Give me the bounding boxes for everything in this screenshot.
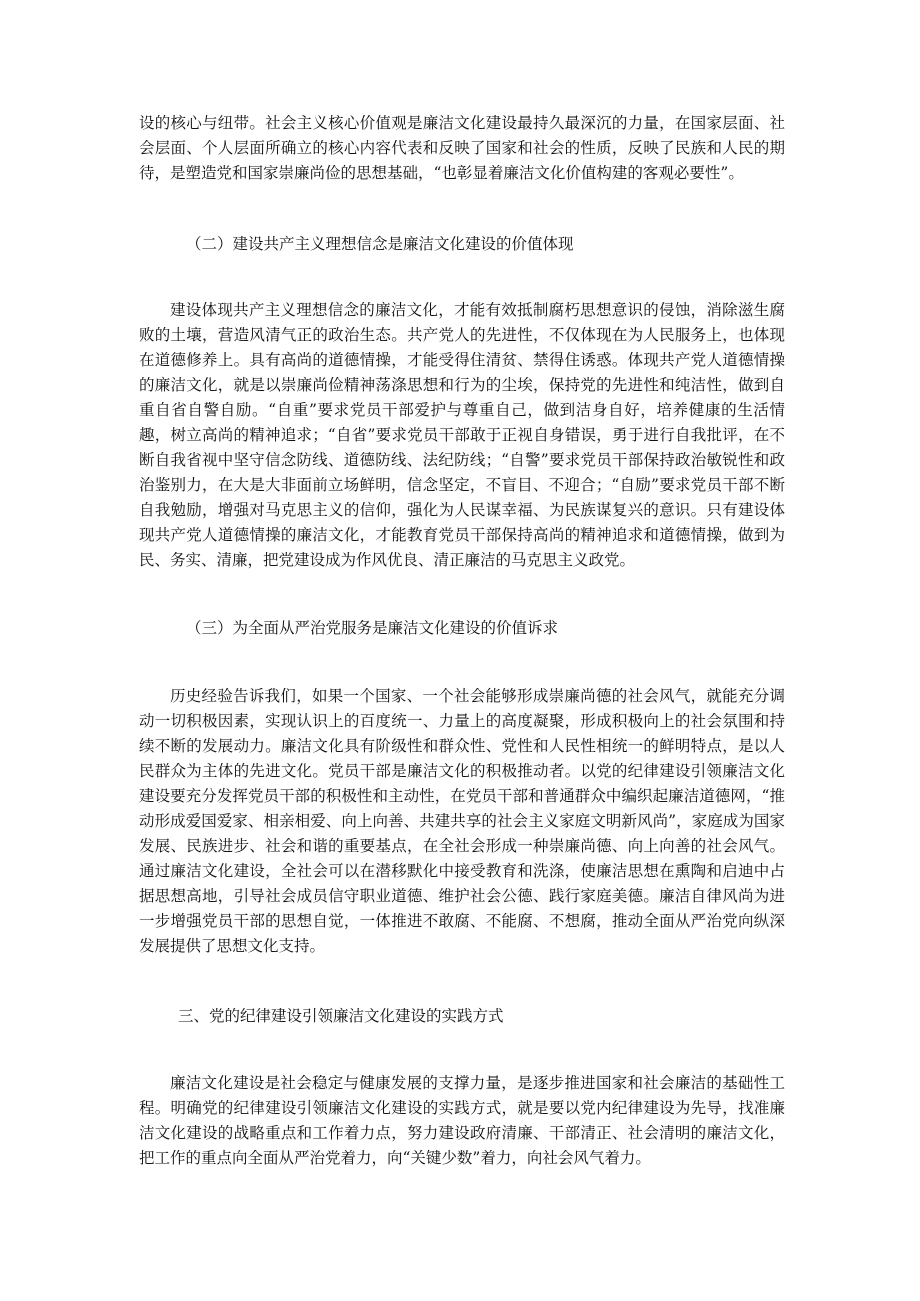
section-heading-3: （三）为全面从严治党服务是廉洁文化建设的价值诉求 [186,619,559,637]
paragraph-communist-ideals: 建设体现共产主义理想信念的廉洁文化，才能有效抵制腐朽思想意识的侵蚀，消除滋生腐败的土壤，营造风清气正的政治生态。共产党人的先进性，不仅体现在为人民服务上，也体现在道德修养上。具有高尚的道德情操，才能受得住清贫、禁得住诱惑。体现共产党人道德情操的廉洁文化，就是以崇廉尚俭精神荡涤思想和行为的尘埃，保持党的先进性和纯洁性，做到自重自省自警自励。“自重”要求党员干部爱护与尊重自己，做到洁身自好，培养健康的生活情趣，树立高尚的精神追求；“自省”要求党员干部敢于正视自身错误，勇于进行自我批评，在不断自我省视中坚守信念防线、道德防线、法纪防线；“自警”要求党员干部保持政治敏锐性和政治鉴别力，在大是大非面前立场鲜明，信念坚定，不盲目、不迎合；“自励”要求党员干部不断自我勉励，增强对马克思主义的信仰，强化为人民谋幸福、为民族谋复兴的意识。只有建设体现共产党人道德情操的廉洁文化，才能教育党员干部保持高尚的精神追求和道德情操，做到为民、务实、清廉，把党建设成为作风优良、清正廉洁的马克思主义政党。 [139,301,785,569]
paragraph-strict-governance: 历史经验告诉我们，如果一个国家、一个社会能够形成崇廉尚德的社会风气，就能充分调动一切积极因素，实现认识上的百度统一、力量上的高度凝聚，形成积极向上的社会氛围和持续不断的发展动力。廉洁文化具有阶级性和群众性、党性和人民性相统一的鲜明特点，是以人民群众为主体的先进文化。党员干部是廉洁文化的积极推动者。以党的纪律建设引领廉洁文化建设要充分发挥党员干部的积极性和主动性，在党员干部和普通群众中编织起廉洁道德网，“推动形成爱国爱家、相亲相爱、向上向善、共建共享的社会主义家庭文明新风尚”，家庭成为国家发展、民族进步、社会和谐的重要基点，在全社会形成一种崇廉尚德、向上向善的社会风气。通过廉洁文化建设，全社会可以在潜移默化中接受教育和洗涤，使廉洁思想在熏陶和启迪中占据思想高地，引导社会成员信守职业道德、维护社会公德、践行家庭美德。廉洁自律风尚为进一步增强党员干部的思想自觉，一体推进不敢腐、不能腐、不想腐，推动全面从严治党向纵深发展提供了思想文化支持。 [139,687,785,955]
section-heading-three: 三、党的纪律建设引领廉洁文化建设的实践方式 [178,1007,504,1025]
paragraph-core-values: 设的核心与纽带。社会主义核心价值观是廉洁文化建设最持久最深沉的力量，在国家层面、社会层面、个人层面所确立的核心内容代表和反映了国家和社会的性质，反映了民族和人民的期待，是塑造党和国家崇廉尚俭的思想基础，“也彰显着廉洁文化价值构建的客观必要性”。 [139,114,785,182]
section-heading-2: （二）建设共产主义理想信念是廉洁文化建设的价值体现 [186,235,574,253]
paragraph-practice-methods: 廉洁文化建设是社会稳定与健康发展的支撑力量，是逐步推进国家和社会廉洁的基础性工程。明确党的纪律建设引领廉洁文化建设的实践方式，就是要以党内纪律建设为先导，找准廉洁文化建设的战略重点和工作着力点，努力建设政府清廉、干部清正、社会清明的廉洁文化，把工作的重点向全面从严治党着力，向“关键少数”着力，向社会风气着力。 [139,1074,785,1167]
